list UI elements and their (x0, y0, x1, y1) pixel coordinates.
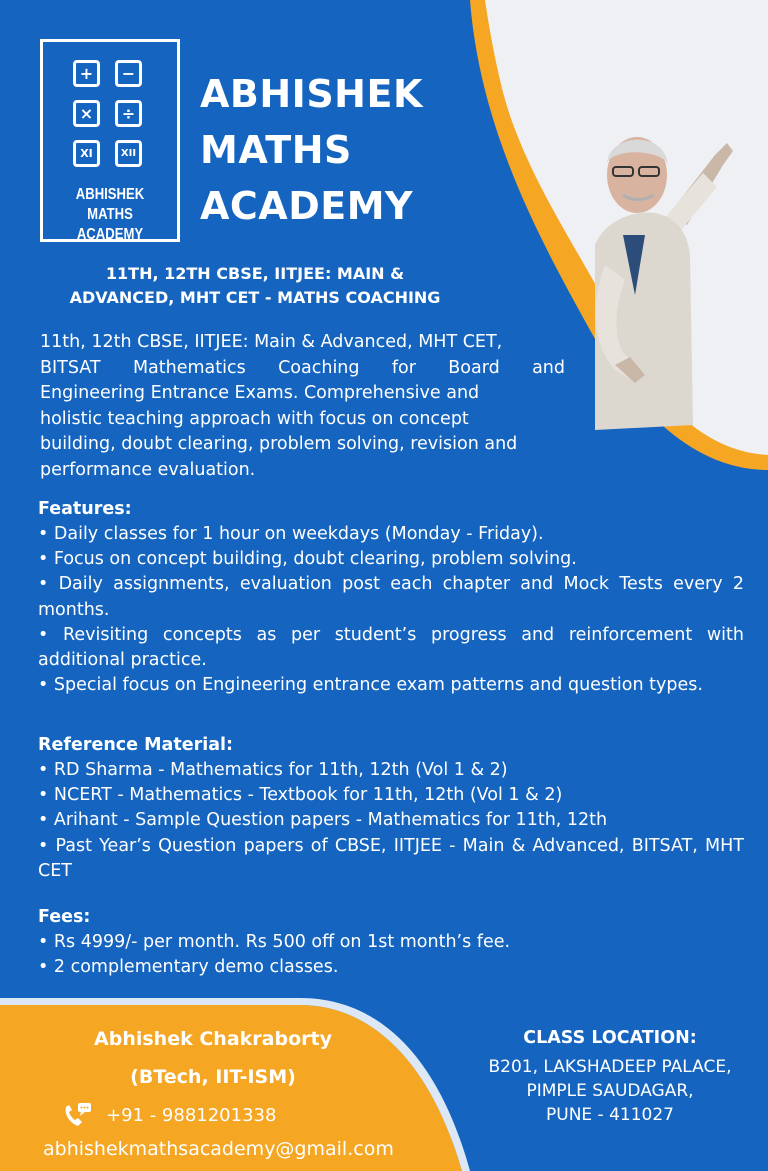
intro-line: performance evaluation. (40, 459, 256, 480)
phone-row[interactable] (62, 1100, 276, 1130)
phone-chat-icon (62, 1101, 92, 1129)
intro-paragraph (40, 330, 630, 483)
feature-item: • Revisiting concepts as per student’s progress and reinforcement with additional practice. (38, 624, 744, 671)
minus-icon: − (115, 60, 142, 87)
address-line: PUNE - 411027 (546, 1105, 674, 1125)
feature-item: • Special focus on Engineering entrance exam patterns and question types. (38, 675, 703, 696)
intro-line: Engineering Entrance Exams. Comprehensive and (40, 383, 480, 403)
phone-number[interactable]: +91 - 9881201338 (106, 1104, 277, 1126)
address-line: PIMPLE SAUDAGAR, (526, 1081, 694, 1101)
reference-section (38, 733, 744, 884)
reference-item: • RD Sharma - Mathematics for 11th, 12th (Vol 1 & 2) (38, 760, 508, 780)
roman-twelve-icon: XII (115, 140, 142, 167)
roman-eleven-icon: XI (73, 140, 100, 167)
multiply-icon: × (73, 100, 100, 127)
intro-line: 11th, 12th CBSE, IITJEE: Main & Advanced, MHT CET, (40, 332, 503, 352)
intro-line: holistic teaching approach with focus on concept (40, 408, 469, 429)
divide-icon: ÷ (115, 100, 142, 127)
reference-item: • Arihant - Sample Question papers - Mathematics for 11th, 12th (38, 810, 608, 831)
reference-item: • Past Year’s Question papers of CBSE, IITJEE - Main & Advanced, BITSAT, MHT CET (38, 835, 744, 881)
feature-item: • Daily classes for 1 hour on weekdays (Monday - Friday). (38, 524, 544, 544)
class-location (460, 1026, 760, 1127)
fee-item: • Rs 4999/- per month. Rs 500 off on 1st month’s fee. (38, 932, 511, 952)
reference-item: • NCERT - Mathematics - Textbook for 11th, 12th (Vol 1 & 2) (38, 785, 563, 806)
fees-section (38, 905, 744, 980)
page-title: ABHISHEK MATHS ACADEMY (200, 72, 423, 228)
feature-item: • Focus on concept building, doubt clearing, problem solving. (38, 549, 577, 570)
features-section (38, 497, 744, 698)
logo-text: ABHISHEK MATHS ACADEMY (75, 186, 145, 243)
fees-heading: Fees: (38, 907, 91, 927)
email-address[interactable]: abhishekmathsacademy@gmail.com (43, 1138, 394, 1160)
intro-line: BITSAT Mathematics Coaching for Board and (40, 357, 565, 378)
fee-item: • 2 complementary demo classes. (38, 957, 339, 978)
features-heading: Features: (38, 499, 132, 519)
address-line: B201, LAKSHADEEP PALACE, (488, 1057, 732, 1077)
subtitle: 11TH, 12TH CBSE, IITJEE: MAIN & ADVANCED, MHT CET - MATHS COACHING (69, 264, 441, 307)
reference-heading: Reference Material: (38, 735, 234, 755)
academy-logo (40, 39, 180, 242)
feature-item: • Daily assignments, evaluation post each chapter and Mock Tests every 2 months. (38, 574, 744, 620)
location-heading: CLASS LOCATION: (523, 1028, 697, 1048)
contact-person: Abhishek Chakraborty (BTech, IIT-ISM) (94, 1028, 332, 1088)
intro-line: building, doubt clearing, problem solving, revision and (40, 434, 518, 454)
plus-icon: + (73, 60, 100, 87)
